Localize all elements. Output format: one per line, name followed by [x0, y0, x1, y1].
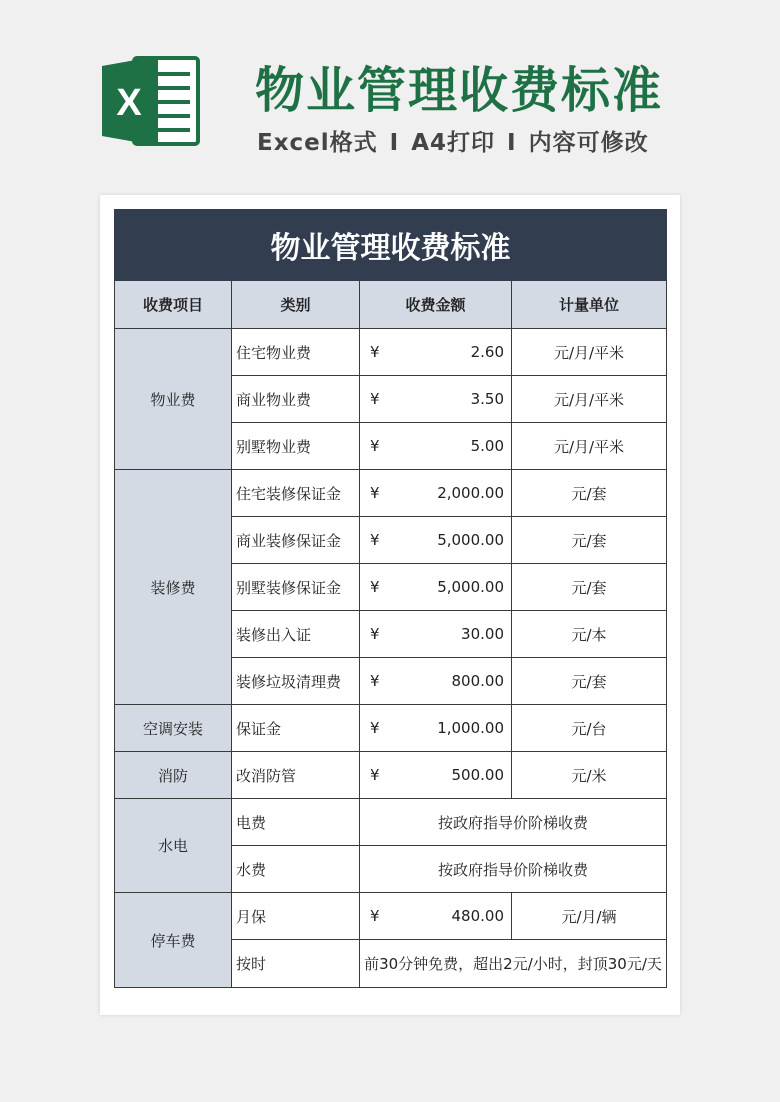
currency-symbol: ¥ [370, 625, 380, 643]
amount-cell [360, 705, 512, 752]
unit-cell: 元/套 [512, 564, 667, 611]
amount-cell [360, 611, 512, 658]
category-cell: 空调安装 [115, 705, 232, 752]
category-cell: 停车费 [115, 893, 232, 988]
subcategory-cell: 别墅物业费 [232, 423, 360, 470]
category-cell: 物业费 [115, 329, 232, 470]
subtitle-format: Excel格式 [257, 130, 378, 156]
amount-value: 2,000.00 [437, 484, 504, 502]
currency-symbol: ¥ [370, 578, 380, 596]
subcategory-cell: 装修出入证 [232, 611, 360, 658]
pricing-note-cell: 前30分钟免费，超出2元/小时，封顶30元/天 [360, 940, 667, 988]
unit-cell: 元/米 [512, 752, 667, 799]
currency-symbol: ¥ [370, 672, 380, 690]
amount-cell [360, 564, 512, 611]
amount-value: 2.60 [470, 343, 504, 361]
table-row [115, 329, 667, 376]
category-cell: 消防 [115, 752, 232, 799]
column-header: 收费金额 [360, 281, 512, 329]
currency-symbol: ¥ [370, 343, 380, 361]
amount-value: 5.00 [470, 437, 504, 455]
amount-value: 5,000.00 [437, 531, 504, 549]
subcategory-cell: 保证金 [232, 705, 360, 752]
table-header-row [115, 281, 667, 329]
subcategory-cell: 商业装修保证金 [232, 517, 360, 564]
currency-symbol: ¥ [370, 437, 380, 455]
table-row [115, 470, 667, 517]
subcategory-cell: 改消防管 [232, 752, 360, 799]
amount-value: 480.00 [451, 907, 504, 925]
subtitle-print: A4打印 [411, 130, 496, 156]
amount-cell [360, 658, 512, 705]
category-cell: 水电 [115, 799, 232, 893]
subcategory-cell: 电费 [232, 799, 360, 846]
subcategory-cell: 水费 [232, 846, 360, 893]
unit-cell: 元/台 [512, 705, 667, 752]
amount-value: 5,000.00 [437, 578, 504, 596]
unit-cell: 元/月/平米 [512, 329, 667, 376]
subcategory-cell: 按时 [232, 940, 360, 988]
unit-cell: 元/月/平米 [512, 376, 667, 423]
table-row [115, 799, 667, 846]
amount-cell [360, 329, 512, 376]
excel-logo-letter: X [116, 82, 142, 124]
currency-symbol: ¥ [370, 484, 380, 502]
amount-cell [360, 517, 512, 564]
amount-cell [360, 470, 512, 517]
subcategory-cell: 住宅物业费 [232, 329, 360, 376]
subcategory-cell: 别墅装修保证金 [232, 564, 360, 611]
currency-symbol: ¥ [370, 907, 380, 925]
subtitle-edit: 内容可修改 [528, 130, 649, 156]
subcategory-cell: 月保 [232, 893, 360, 940]
currency-symbol: ¥ [370, 531, 380, 549]
amount-cell [360, 423, 512, 470]
table-title: 物业管理收费标准 [115, 210, 667, 281]
table-row [115, 705, 667, 752]
subcategory-cell: 住宅装修保证金 [232, 470, 360, 517]
amount-cell [360, 752, 512, 799]
currency-symbol: ¥ [370, 719, 380, 737]
pricing-note-cell: 按政府指导价阶梯收费 [360, 799, 667, 846]
unit-cell: 元/套 [512, 658, 667, 705]
page-header [0, 0, 780, 190]
amount-value: 500.00 [451, 766, 504, 784]
amount-value: 3.50 [470, 390, 504, 408]
fee-table [114, 209, 667, 988]
unit-cell: 元/月/平米 [512, 423, 667, 470]
table-row [115, 752, 667, 799]
subcategory-cell: 装修垃圾清理费 [232, 658, 360, 705]
page-title: 物业管理收费标准 [255, 62, 664, 119]
column-header: 计量单位 [512, 281, 667, 329]
amount-cell [360, 893, 512, 940]
table-row [115, 893, 667, 940]
currency-symbol: ¥ [370, 390, 380, 408]
currency-symbol: ¥ [370, 766, 380, 784]
subtitle-separator: I [507, 130, 517, 156]
category-cell: 装修费 [115, 470, 232, 705]
amount-cell [360, 376, 512, 423]
page-subtitle [257, 124, 649, 157]
unit-cell: 元/套 [512, 470, 667, 517]
unit-cell: 元/套 [512, 517, 667, 564]
amount-value: 800.00 [451, 672, 504, 690]
unit-cell: 元/月/辆 [512, 893, 667, 940]
column-header: 类别 [232, 281, 360, 329]
amount-value: 30.00 [461, 625, 504, 643]
amount-value: 1,000.00 [437, 719, 504, 737]
column-header: 收费项目 [115, 281, 232, 329]
unit-cell: 元/本 [512, 611, 667, 658]
subcategory-cell: 商业物业费 [232, 376, 360, 423]
fee-table-container [114, 209, 667, 988]
subtitle-separator: I [389, 130, 400, 156]
excel-logo-icon [100, 52, 202, 150]
pricing-note-cell: 按政府指导价阶梯收费 [360, 846, 667, 893]
